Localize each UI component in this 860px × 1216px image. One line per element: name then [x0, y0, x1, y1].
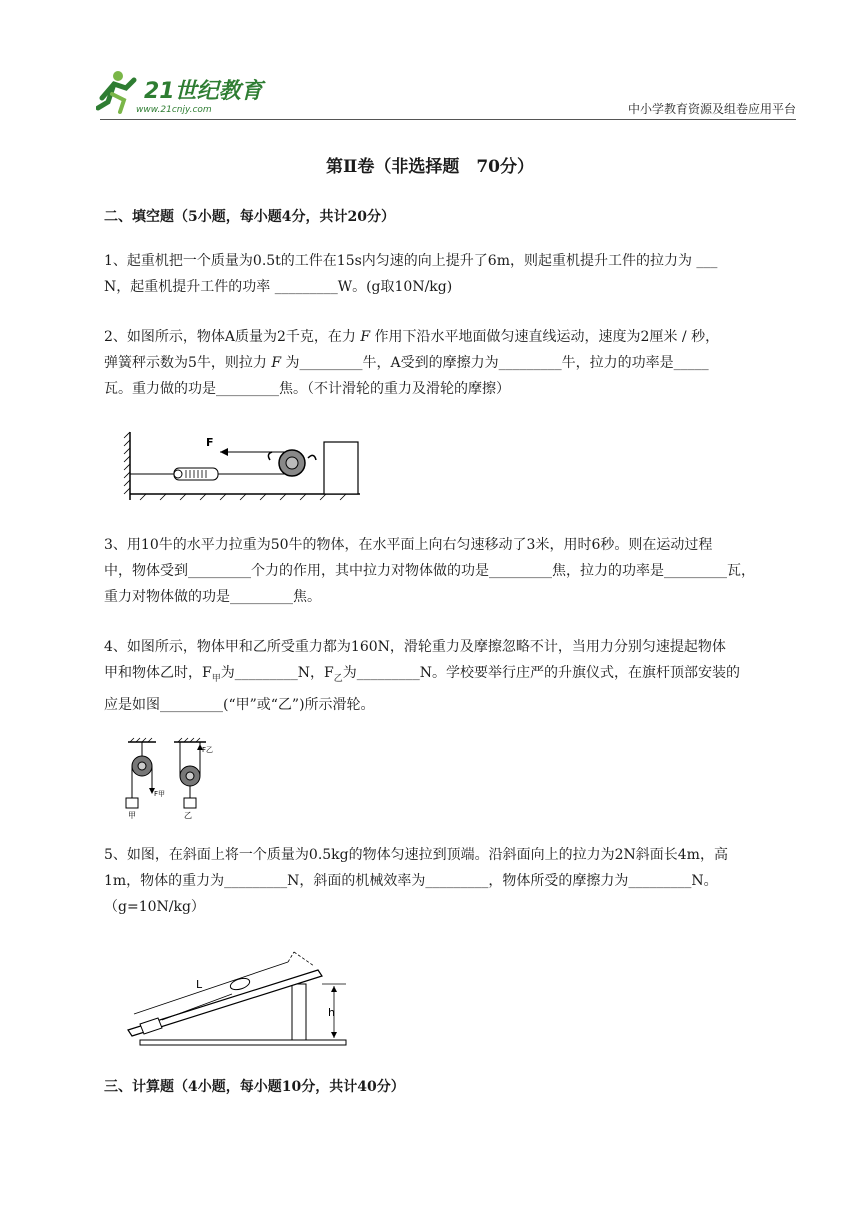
incline-length-label: L: [196, 978, 203, 991]
question-1: [104, 248, 804, 300]
q4-line3: 应是如图_________(“甲”或“乙”)所示滑轮。: [104, 696, 375, 713]
force-label: F: [206, 436, 214, 449]
label-yi: 乙: [184, 811, 192, 820]
label-jia: 甲: [128, 811, 136, 820]
question-4: [104, 634, 804, 718]
q2-line1: 2、如图所示，物体A质量为2千克，在力 F 作用下沿水平地面做匀速直线运动，速度为2厘米 / 秒，: [104, 329, 720, 345]
q1-line2: N，起重机提升工件的功率 _________W。(g取10N/kg): [104, 279, 453, 295]
f-jia-label: F甲: [154, 790, 166, 798]
incline-figure: [118, 944, 350, 1050]
platform-name: 中小学教育资源及组卷应用平台: [627, 102, 796, 116]
height-label: h: [328, 1006, 335, 1019]
header-rule: [100, 119, 796, 120]
q4-line2: 甲和物体乙时，$F_甲$为_________N，$F_乙$为_________N。学校要举行庄严的升旗仪式，在旗杆顶部安装的: [104, 665, 740, 684]
q3-line2: 中，物体受到_________个力的作用，其中拉力对物体做的功是_________焦，拉力的功率是_________瓦，: [104, 563, 755, 579]
page-title: 第Ⅱ卷（非选择题 70分）: [326, 157, 534, 177]
logo: [96, 68, 276, 116]
question-5: [104, 842, 804, 920]
pulley-horizontal-figure: [120, 428, 364, 504]
q3-line1: 3、用10牛的水平力拉重为50牛的物体，在水平面上向右匀速移动了3米，用时6秒。则在运动过程: [104, 537, 713, 553]
q5-line3: （g=10N/kg）: [104, 899, 205, 915]
question-2: [104, 324, 804, 402]
q2-line3: 瓦。重力做的功是_________焦。（不计滑轮的重力及滑轮的摩擦）: [104, 381, 510, 397]
q2-line2: 弹簧秤示数为5牛，则拉力 F 为_________牛，A受到的摩擦力为_________牛，拉力的功率是_____: [104, 355, 709, 371]
q1-line1: 1、起重机把一个质量为0.5t的工件在15s内匀速的向上提升了6m，则起重机提升工件的拉力为 ___: [104, 253, 718, 269]
question-3: [104, 532, 804, 610]
q3-line3: 重力对物体做的功是_________焦。: [104, 589, 321, 605]
runner-icon: [98, 71, 134, 112]
logo-text: 21世纪教育: [144, 79, 263, 104]
logo-url: www.21cnjy.com: [136, 105, 212, 115]
page-header: [0, 0, 860, 130]
section-3-heading: 三、计算题（4小题，每小题10分，共计40分）: [104, 1079, 405, 1095]
q5-line2: 1m，物体的重力为_________N，斜面的机械效率为_________，物体所受的摩擦力为_________N。: [104, 873, 718, 889]
f-yi-label: F乙: [202, 746, 214, 754]
pulleys-jia-yi-figure: [122, 736, 214, 822]
q5-line1: 5、如图，在斜面上将一个质量为0.5kg的物体匀速拉到顶端。沿斜面向上的拉力为2N斜面长4m，高: [104, 847, 728, 863]
section-2-heading: 二、填空题（5小题，每小题4分，共计20分）: [104, 209, 395, 225]
q4-line1: 4、如图所示，物体甲和乙所受重力都为160N，滑轮重力及摩擦忽略不计，当用力分别匀速提起物体: [104, 639, 726, 655]
